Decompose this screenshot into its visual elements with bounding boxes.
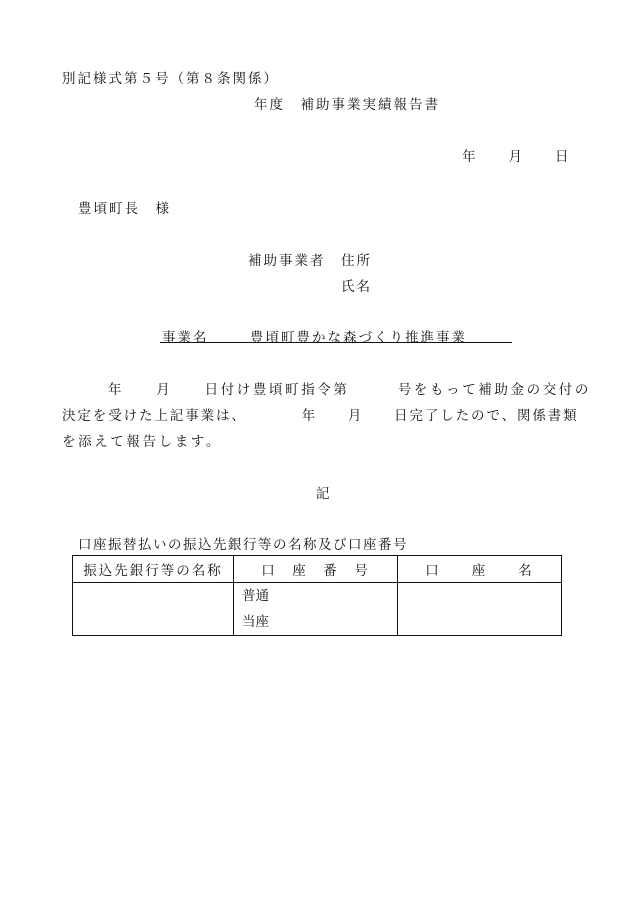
account-number-cell[interactable] (234, 583, 398, 636)
header-bank-name: 振込先銀行等の名称 (73, 556, 234, 583)
bank-account-table (72, 555, 562, 636)
project-name: 豊頃町豊かな森づくり推進事業 (250, 330, 467, 346)
body-line-3: を添えて報告します。 (62, 434, 222, 450)
bank-name-cell[interactable] (73, 583, 234, 636)
body-line-1: 年 月 日付け豊頃町指令第 号をもって補助金の交付の (108, 382, 591, 398)
bank-section-title: 口座振替払いの振込先銀行等の名称及び口座番号 (78, 537, 408, 553)
form-label: 別記様式第５号（第８条関係） (62, 71, 279, 87)
applicant-address-label: 住所 (341, 253, 372, 269)
project-underline (160, 342, 512, 343)
applicant-role-label: 補助事業者 (248, 253, 326, 269)
ki-heading: 記 (316, 486, 330, 502)
header-account-number: 口 座 番 号 (234, 556, 398, 583)
header-account-holder: 口 座 名 (398, 556, 562, 583)
project-label: 事業名 (162, 330, 209, 346)
table-row (73, 583, 562, 636)
account-holder-cell[interactable] (398, 583, 562, 636)
date-line: 年 月 日 (462, 149, 571, 165)
body-line-2: 決定を受けた上記事業は、 年 月 日完了したので、関係書類 (62, 408, 579, 424)
addressee: 豊頃町長 様 (78, 201, 171, 217)
account-type-current: 当座 (242, 614, 269, 630)
applicant-name-label: 氏名 (341, 279, 372, 295)
table-header-row (73, 556, 562, 583)
account-type-ordinary: 普通 (242, 588, 269, 604)
document-title: 年度 補助事業実績報告書 (254, 97, 440, 113)
